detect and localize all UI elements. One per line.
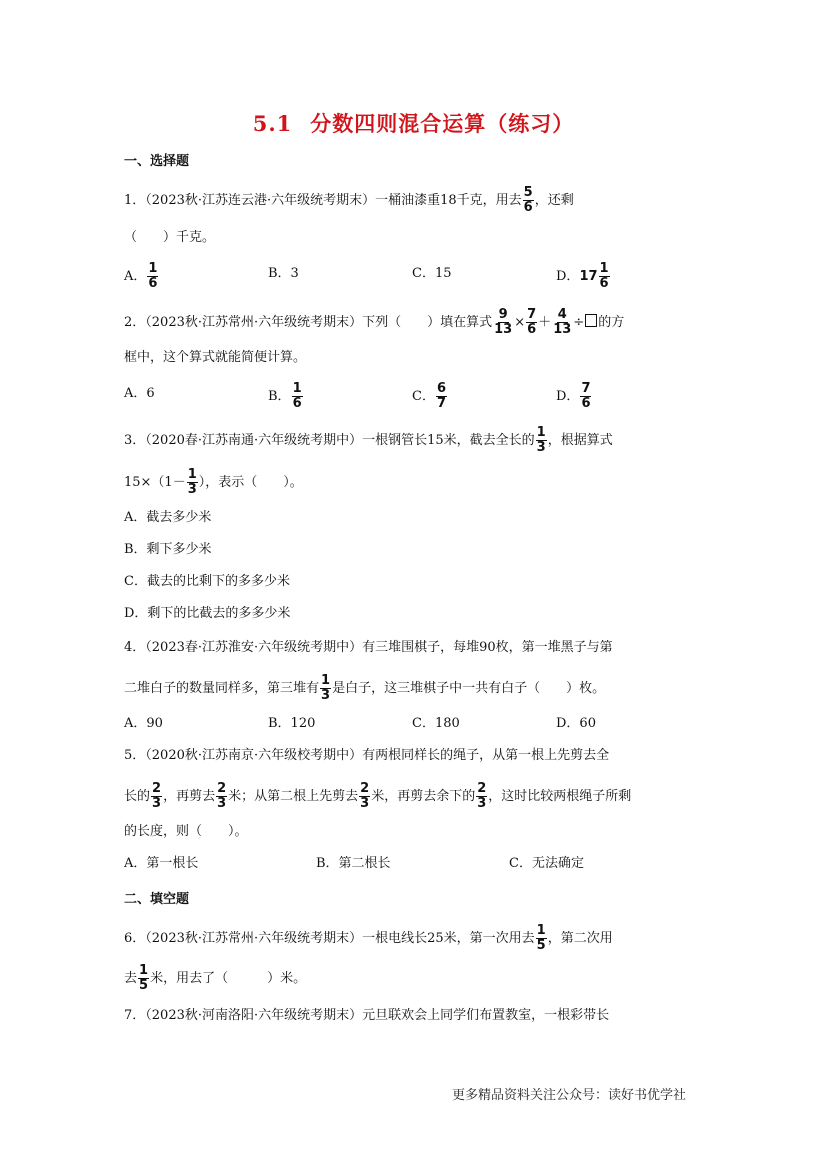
question-7: 7．（2023秋·河南洛阳·六年级统考期末）元旦联欢会上同学们布置教室，一根彩带长 xyxy=(124,1008,610,1023)
fraction: $\frac{5}{6}$ xyxy=(523,185,533,215)
fraction: $\frac{1}{3}$ xyxy=(536,425,546,455)
question-4: 4．（2023春·江苏淮安·六年级统考期中）有三堆围棋子，每堆90枚，第一堆黑子与第 xyxy=(124,640,613,655)
fraction: $\frac{1}{3}$ xyxy=(321,673,331,703)
q3-option-a: A．截去多少米 xyxy=(124,510,212,525)
question-1 xyxy=(124,186,574,215)
q2-option-c: C． $\frac{6}{7}$ xyxy=(412,381,446,411)
question-6 xyxy=(124,924,613,953)
q5-option-c: C．无法确定 xyxy=(509,856,584,871)
q6-text-end: ，第二次用 xyxy=(547,931,613,946)
q3-option-c: C．截去的比剩下的多多少米 xyxy=(124,574,290,589)
question-6-line2: 去 $\frac{1}{5}$ 米，用去了（ ）米。 xyxy=(124,963,307,993)
footer-note: 更多精品资料关注公众号：读好书优学社 xyxy=(452,1088,687,1103)
q5-option-b: B．第二根长 xyxy=(316,856,391,871)
q1-option-d: D．17 $\frac{1}{6}$ xyxy=(556,261,609,291)
blank-box-icon xyxy=(585,314,597,327)
q3-text-end: ，根据算式 xyxy=(547,433,613,448)
q4-option-b: B．120 xyxy=(268,716,316,731)
question-1-line2: （ ）千克。 xyxy=(124,230,216,245)
q4-option-d: D．60 xyxy=(556,716,596,731)
fraction: $\frac{1}{5}$ xyxy=(139,963,149,993)
question-5: 5．（2020秋·江苏南京·六年级校考期中）有两根同样长的绳子，从第一根上先剪去全 xyxy=(124,748,610,763)
q1-option-b: B．3 xyxy=(268,266,299,281)
q2-text-end: 的方 xyxy=(598,315,625,330)
question-5-line2: 长的 $\frac{2}{3}$ ，再剪去 $\frac{2}{3}$ 米；从第二根上先剪去 $\frac{2}{3}$ 米，再剪去余下的 $\frac{2}{3}$ ，这时比较两根绳子所剩 xyxy=(124,781,632,811)
question-3-line2: 15×（1－ $\frac{1}{3}$ ），表示（ ）。 xyxy=(124,467,303,497)
title-number: 5.1 xyxy=(252,111,293,136)
question-5-line3: 的长度，则（ ）。 xyxy=(124,824,248,839)
q2-option-b: B． $\frac{1}{6}$ xyxy=(268,381,302,411)
fraction: $\frac{9}{13}$ xyxy=(494,307,513,337)
q2-option-d: D． $\frac{7}{6}$ xyxy=(556,381,591,411)
q1-option-a: A． $\frac{1}{6}$ xyxy=(124,261,158,291)
q3-option-b: B．剩下多少米 xyxy=(124,542,212,557)
question-2-line2: 框中，这个算式就能简便计算。 xyxy=(124,350,307,365)
page-title xyxy=(0,108,827,138)
fraction: $\frac{2}{3}$ xyxy=(217,781,227,811)
fraction: $\frac{7}{6}$ xyxy=(527,307,537,337)
q2-text: 2．（2023秋·江苏常州·六年级统考期末）下列（ ）填在算式 xyxy=(124,315,493,330)
q3-option-d: D．剩下的比截去的多多少米 xyxy=(124,606,291,621)
section-fill-heading: 二、填空题 xyxy=(124,892,190,907)
question-2: 2．（2023秋·江苏常州·六年级统考期末）下列（ ）填在算式 $\frac{9}{13}$ × $\frac{7}{6}$ ＋ $\frac{4}{13}$ ÷ 的方 xyxy=(124,307,625,337)
q5-option-a: A．第一根长 xyxy=(124,856,199,871)
q1-text: 1．（2023秋·江苏连云港·六年级统考期末）一桶油漆重18千克，用去 xyxy=(124,193,522,208)
fraction: $\frac{2}{3}$ xyxy=(360,781,370,811)
fraction: $\frac{2}{3}$ xyxy=(477,781,487,811)
question-3 xyxy=(124,426,613,455)
fraction: $\frac{4}{13}$ xyxy=(553,307,572,337)
q4-option-a: A．90 xyxy=(124,716,163,731)
q3-text: 3．（2020春·江苏南通·六年级统考期中）一根钢管长15米，截去全长的 xyxy=(124,433,535,448)
section-choice-heading: 一、选择题 xyxy=(124,154,190,169)
title-text: 分数四则混合运算（练习） xyxy=(310,111,575,136)
question-4-line2: 二堆白子的数量同样多，第三堆有 $\frac{1}{3}$ 是白子，这三堆棋子中一共有白子（ ）枚。 xyxy=(124,673,606,703)
q1-text-end: ，还剩 xyxy=(534,193,574,208)
fraction: $\frac{2}{3}$ xyxy=(152,781,162,811)
q6-text: 6．（2023秋·江苏常州·六年级统考期末）一根电线长25米，第一次用去 xyxy=(124,931,535,946)
q1-option-c: C．15 xyxy=(412,266,452,281)
fraction: $\frac{1}{3}$ xyxy=(187,467,197,497)
fraction: $\frac{1}{5}$ xyxy=(536,923,546,953)
q2-option-a: A．6 xyxy=(124,386,155,401)
q4-option-c: C．180 xyxy=(412,716,460,731)
